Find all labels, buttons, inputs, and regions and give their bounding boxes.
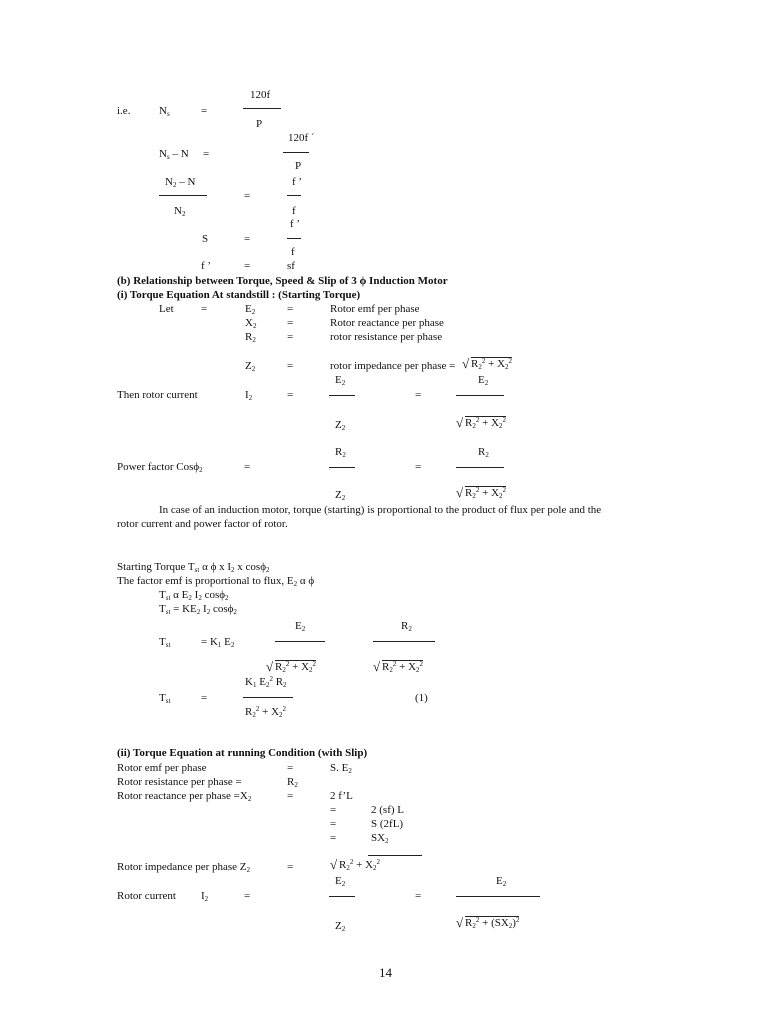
fraction-numerator: $R_2$ bbox=[335, 446, 346, 459]
r2-symbol: $R_2$ bbox=[245, 331, 256, 344]
section-ii-heading: (ii) Torque Equation at running Condition (with Slip) bbox=[117, 747, 368, 759]
fraction-bar bbox=[283, 152, 309, 153]
sqrt-expression: $R_2^2 + X_2^2$ bbox=[465, 486, 507, 500]
fraction-numerator: f ’ bbox=[290, 218, 301, 230]
fraction-bar bbox=[329, 467, 355, 468]
fraction-numerator: $E_2$ bbox=[335, 875, 346, 888]
fraction-denominator: f bbox=[292, 205, 296, 217]
f-prime-symbol: f ’ bbox=[201, 260, 212, 272]
n2-minus-n: $N_2$ – N bbox=[165, 176, 196, 189]
equals-sign: = bbox=[330, 818, 337, 830]
sqrt-icon: √ bbox=[456, 415, 464, 430]
sqrt-expression: $R_2^2 + X_2^2$ bbox=[465, 416, 507, 430]
z2-symbol: $Z_2$ bbox=[245, 360, 256, 373]
emf-flux-line: The factor emf is proportional to flux, $E_2$ α ϕ bbox=[117, 575, 315, 588]
sqrt-icon: √ bbox=[373, 659, 381, 674]
reactance-step: $SX_2$ bbox=[371, 832, 389, 845]
rotor-current-label: Then rotor current bbox=[117, 389, 198, 401]
equals-sign: = bbox=[287, 331, 294, 343]
sqrt-icon: √ bbox=[456, 915, 464, 930]
fraction-denominator: P bbox=[256, 118, 263, 130]
fraction-bar bbox=[373, 641, 435, 642]
fraction-denominator: $R_2^2 + X_2^2$ bbox=[245, 705, 287, 719]
fraction-numerator: $E_2$ bbox=[295, 620, 306, 633]
tst-rhs: = $K_1$ $E_2$ bbox=[201, 636, 235, 649]
z2-description: rotor impedance per phase = bbox=[330, 360, 456, 372]
equals-sign: = bbox=[203, 148, 210, 160]
tst-equation-line: $T_{st} = KE_2$ $I_2$ cosϕ$_2$ bbox=[159, 603, 237, 616]
fraction-numerator: 120f bbox=[250, 89, 271, 101]
fraction-bar bbox=[159, 195, 207, 196]
rotor-reactance-value: 2 f’L bbox=[330, 790, 353, 802]
fraction-numerator: $E_2$ bbox=[478, 374, 489, 387]
equals-sign: = bbox=[415, 890, 422, 902]
equation-number: (1) bbox=[415, 692, 428, 704]
fraction-bar bbox=[275, 641, 325, 642]
reactance-step: S (2fL) bbox=[371, 818, 404, 830]
sqrt-expression: $R_2^2 + X_2^2$ bbox=[339, 858, 381, 872]
fraction-numerator: f ’ bbox=[292, 176, 303, 188]
equals-sign: = bbox=[330, 804, 337, 816]
sqrt-expression: $R_2^2 + (SX_2)^2$ bbox=[465, 916, 520, 930]
i2-symbol: $I_2$ bbox=[201, 890, 209, 903]
ns-symbol: $N_s$ bbox=[159, 105, 170, 118]
sqrt-icon: √ bbox=[462, 356, 470, 371]
fraction-denominator: f bbox=[291, 246, 295, 258]
fraction-bar bbox=[456, 395, 504, 396]
n2-symbol: $N_2$ bbox=[174, 205, 186, 218]
rotor-resistance-value: $R_2$ bbox=[287, 776, 298, 789]
equals-sign: = bbox=[201, 692, 208, 704]
fraction-denominator: $Z_2$ bbox=[335, 489, 346, 502]
section-i-heading: (i) Torque Equation At standstill : (Starting Torque) bbox=[117, 289, 361, 301]
tst-proportional-line: $T_{st}$ α $E_2$ $I_2$ cosϕ$_2$ bbox=[159, 589, 229, 602]
fraction-numerator: $R_2$ bbox=[401, 620, 412, 633]
r2-description: rotor resistance per phase bbox=[330, 331, 443, 343]
tst-symbol: $T_{st}$ bbox=[159, 692, 171, 705]
sqrt-icon: √ bbox=[456, 485, 464, 500]
rotor-reactance-label: Rotor reactance per phase $=X_2$ bbox=[117, 790, 252, 803]
let-label: Let bbox=[159, 303, 174, 315]
equals-sign: = bbox=[244, 890, 251, 902]
fraction-bar bbox=[287, 238, 301, 239]
fraction-numerator: $E_2$ bbox=[496, 875, 507, 888]
ns-minus-n: $N_s$ – N bbox=[159, 148, 189, 161]
rotor-impedance-label: Rotor impedance per phase $Z_2$ bbox=[117, 861, 251, 874]
rotor-emf-value: S. $E_2$ bbox=[330, 762, 352, 775]
equals-sign: = bbox=[244, 233, 251, 245]
tst-symbol: $T_{st}$ bbox=[159, 636, 171, 649]
rotor-resistance-label: Rotor resistance per phase = bbox=[117, 776, 242, 788]
equals-sign: = bbox=[287, 303, 294, 315]
equals-sign: = bbox=[201, 105, 208, 117]
fraction-denominator: $Z_2$ bbox=[335, 920, 346, 933]
sqrt-expression: $R_2^2 + X_2^2$ bbox=[275, 660, 317, 674]
fraction-bar bbox=[329, 395, 355, 396]
slip-symbol: S bbox=[202, 233, 209, 245]
e2-symbol: $E_2$ bbox=[245, 303, 256, 316]
rotor-emf-label: Rotor emf per phase bbox=[117, 762, 207, 774]
sqrt-expression: $R_2^2 + X_2^2$ bbox=[471, 357, 513, 371]
equals-sign: = bbox=[244, 461, 251, 473]
sqrt-icon: √ bbox=[266, 659, 274, 674]
fraction-numerator: $E_2$ bbox=[335, 374, 346, 387]
fraction-bar bbox=[243, 108, 281, 109]
power-factor-label: Power factor Cosϕ$_2$ bbox=[117, 461, 203, 474]
rotor-current-label: Rotor current bbox=[117, 890, 176, 902]
starting-torque-line: Starting Torque $T_{st}$ α ϕ x $I_2$ x cosϕ$_2$ bbox=[117, 561, 270, 574]
sqrt-overline bbox=[368, 855, 422, 856]
equals-sign: = bbox=[201, 303, 208, 315]
fraction-numerator: $R_2$ bbox=[478, 446, 489, 459]
fraction-bar bbox=[456, 467, 504, 468]
equals-sign: = bbox=[287, 790, 294, 802]
sqrt-expression: $R_2^2 + X_2^2$ bbox=[382, 660, 424, 674]
equals-sign: = bbox=[244, 260, 251, 272]
fraction-denominator: P bbox=[295, 160, 302, 172]
paragraph-line: In case of an induction motor, torque (starting) is proportional to the product of flux per pole and the bbox=[159, 504, 602, 516]
equals-sign: = bbox=[287, 861, 294, 873]
equals-sign: = bbox=[415, 461, 422, 473]
equals-sign: = bbox=[287, 360, 294, 372]
equals-sign: = bbox=[415, 389, 422, 401]
fraction-bar bbox=[287, 195, 301, 196]
paragraph-line: rotor current and power factor of rotor. bbox=[117, 518, 288, 530]
i2-symbol: $I_2$ bbox=[245, 389, 253, 402]
fraction-denominator: $Z_2$ bbox=[335, 419, 346, 432]
f-prime-value: sf bbox=[287, 260, 295, 272]
equals-sign: = bbox=[330, 832, 337, 844]
x2-symbol: $X_2$ bbox=[245, 317, 257, 330]
fraction-bar bbox=[456, 896, 540, 897]
fraction-bar bbox=[329, 896, 355, 897]
equals-sign: = bbox=[287, 762, 294, 774]
reactance-step: 2 (sf) L bbox=[371, 804, 404, 816]
fraction-bar bbox=[243, 697, 293, 698]
x2-description: Rotor reactance per phase bbox=[330, 317, 444, 329]
sqrt-icon: √ bbox=[330, 857, 338, 872]
fraction-numerator: $K_1$ $E_2^2$ $R_2$ bbox=[245, 675, 287, 689]
section-b-heading: (b) Relationship between Torque, Speed & Slip of 3 ϕ Induction Motor bbox=[117, 275, 448, 287]
page-number: 14 bbox=[379, 965, 392, 980]
equals-sign: = bbox=[287, 317, 294, 329]
e2-description: Rotor emf per phase bbox=[330, 303, 420, 315]
equals-sign: = bbox=[287, 389, 294, 401]
ie-label: i.e. bbox=[117, 105, 131, 117]
equals-sign: = bbox=[244, 190, 251, 202]
fraction-numerator: 120f ´ bbox=[288, 132, 315, 144]
